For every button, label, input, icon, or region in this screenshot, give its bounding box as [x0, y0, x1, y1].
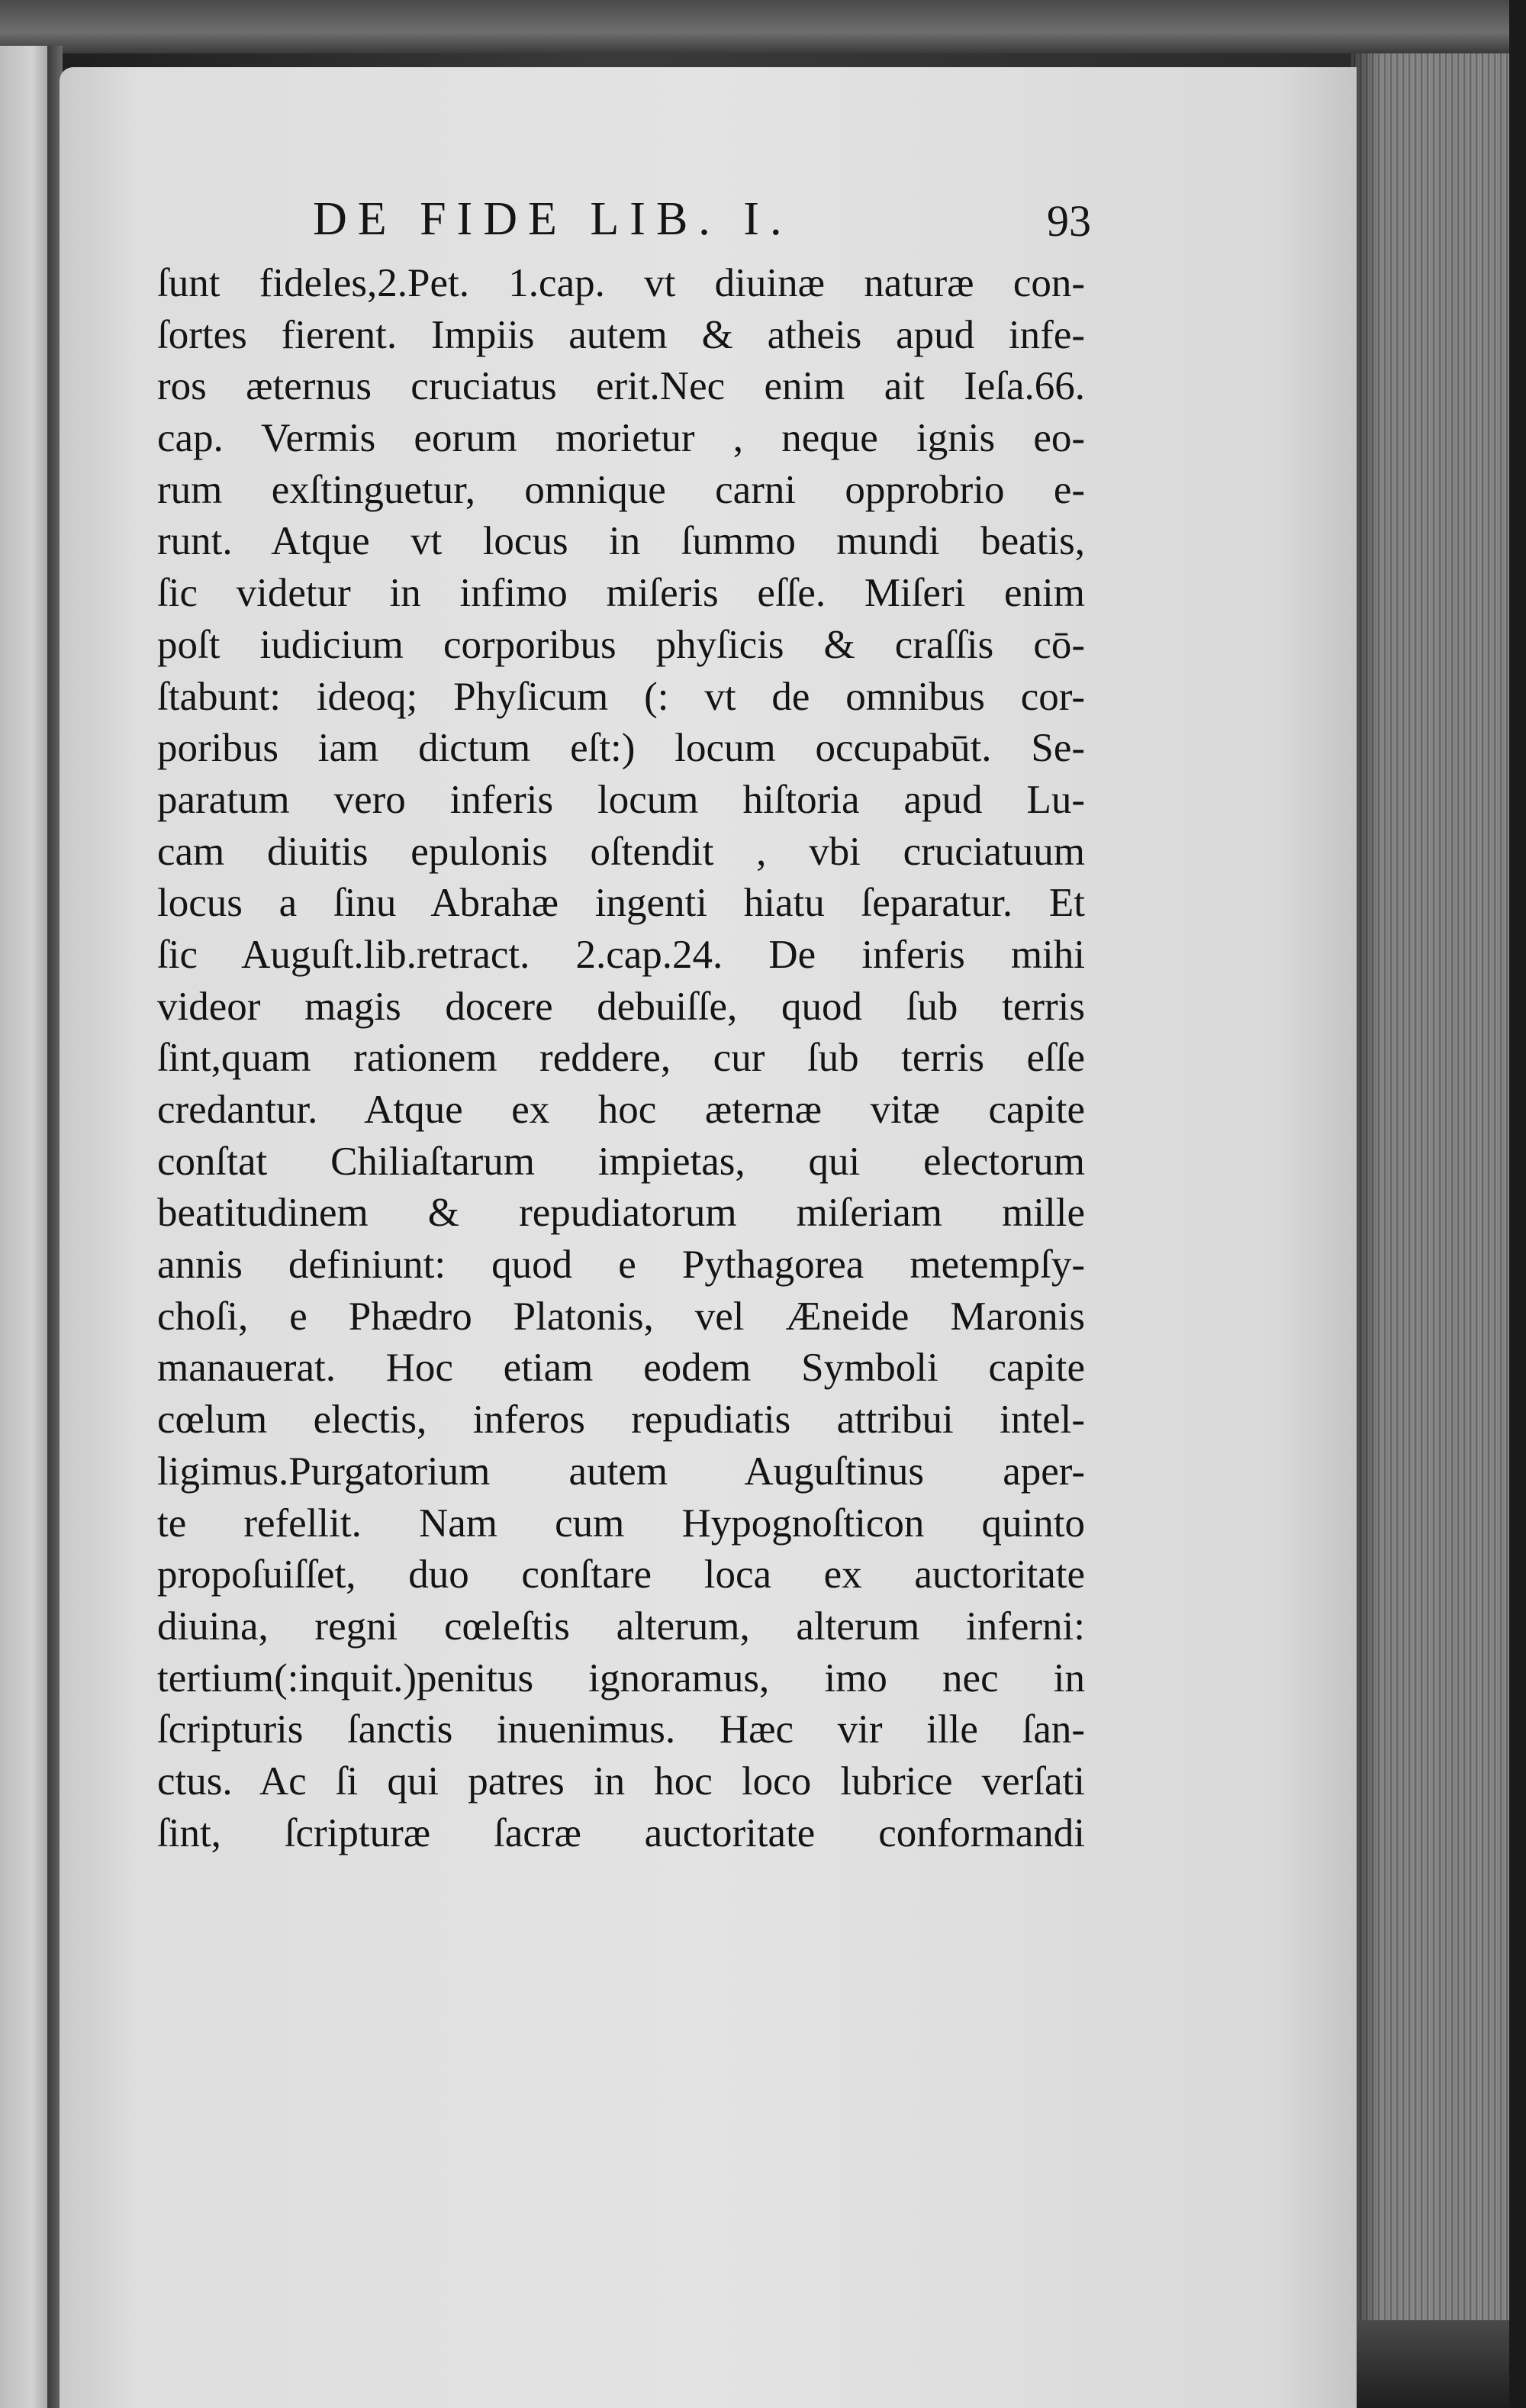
text-line: ligimus.Purgatorium autem Auguſtinus aper-	[157, 1449, 1085, 1494]
previous-page-edge	[0, 46, 53, 2408]
text-line: ſtabunt: ideoq; Phyſicum (: vt de omnibus cor-	[157, 674, 1085, 719]
text-line: diuina, regni cœleſtis alterum, alterum inferni:	[157, 1604, 1085, 1649]
text-line: manauerat. Hoc etiam eodem Symboli capite	[157, 1346, 1085, 1391]
text-line: ſint,quam rationem reddere, cur ſub terris eſſe	[157, 1036, 1085, 1081]
body-text	[157, 258, 1085, 1859]
page-number: 93	[1047, 196, 1091, 246]
text-line: credantur. Atque ex hoc æternæ vitæ capite	[157, 1088, 1085, 1132]
text-line: ſint, ſcripturæ ſacræ auctoritate conformandi	[157, 1810, 1085, 1855]
text-line: paratum vero inferis locum hiſtoria apud Lu-	[157, 777, 1085, 822]
text-line: propoſuiſſet, duo conſtare loca ex auctoritate	[157, 1552, 1085, 1597]
text-line: videor magis docere debuiſſe, quod ſub terris	[157, 984, 1085, 1029]
text-line: cap. Vermis eorum morietur , neque ignis eo-	[157, 416, 1085, 461]
text-line: ſcripturis ſanctis inuenimus. Hæc vir ille ſan-	[157, 1707, 1085, 1752]
book-bottom-edge	[1343, 2320, 1526, 2408]
text-line: ſic Auguſt.lib.retract. 2.cap.24. De inferis mihi	[157, 932, 1085, 977]
running-head-title: DE FIDE LIB. I.	[313, 193, 793, 245]
binding-top-edge	[0, 0, 1526, 53]
running-head	[313, 192, 1091, 253]
text-line: beatitudinem & repudiatorum miſeriam mille	[157, 1191, 1085, 1236]
text-line: rum exſtinguetur, omnique carni opprobrio e-	[157, 467, 1085, 512]
text-line: te refellit. Nam cum Hypognoſticon quinto	[157, 1501, 1085, 1546]
text-line: runt. Atque vt locus in ſummo mundi beatis,	[157, 519, 1085, 564]
text-line: ſortes fierent. Impiis autem & atheis apud infe-	[157, 312, 1085, 357]
text-line: choſi, e Phædro Platonis, vel Æneide Maronis	[157, 1294, 1085, 1339]
text-line: locus a ſinu Abrahæ ingenti hiatu ſeparatur. Et	[157, 881, 1085, 926]
text-line: ſic videtur in infimo miſeris eſſe. Miſeri enim	[157, 571, 1085, 616]
text-line: annis definiunt: quod e Pythagorea metempſy-	[157, 1243, 1085, 1288]
text-line: poſt iudicium corporibus phyſicis & craſſis cō-	[157, 622, 1085, 667]
scan-right-border	[1509, 0, 1526, 2408]
text-line: ſunt fideles,2.Pet. 1.cap. vt diuinæ naturæ con-	[157, 261, 1085, 305]
text-line: cam diuitis epulonis oſtendit , vbi cruciatuum	[157, 829, 1085, 874]
text-line: tertium(:inquit.)penitus ignoramus, imo nec in	[157, 1655, 1085, 1700]
text-line: poribus iam dictum eſt:) locum occupabūt. Se-	[157, 726, 1085, 771]
text-line: conſtat Chiliaſtarum impietas, qui electorum	[157, 1139, 1085, 1184]
text-line: ctus. Ac ſi qui patres in hoc loco lubrice verſati	[157, 1758, 1085, 1804]
text-line: cœlum electis, inferos repudiatis attribui intel-	[157, 1397, 1085, 1443]
text-line: ros æternus cruciatus erit.Nec enim ait Ieſa.66.	[157, 364, 1085, 409]
